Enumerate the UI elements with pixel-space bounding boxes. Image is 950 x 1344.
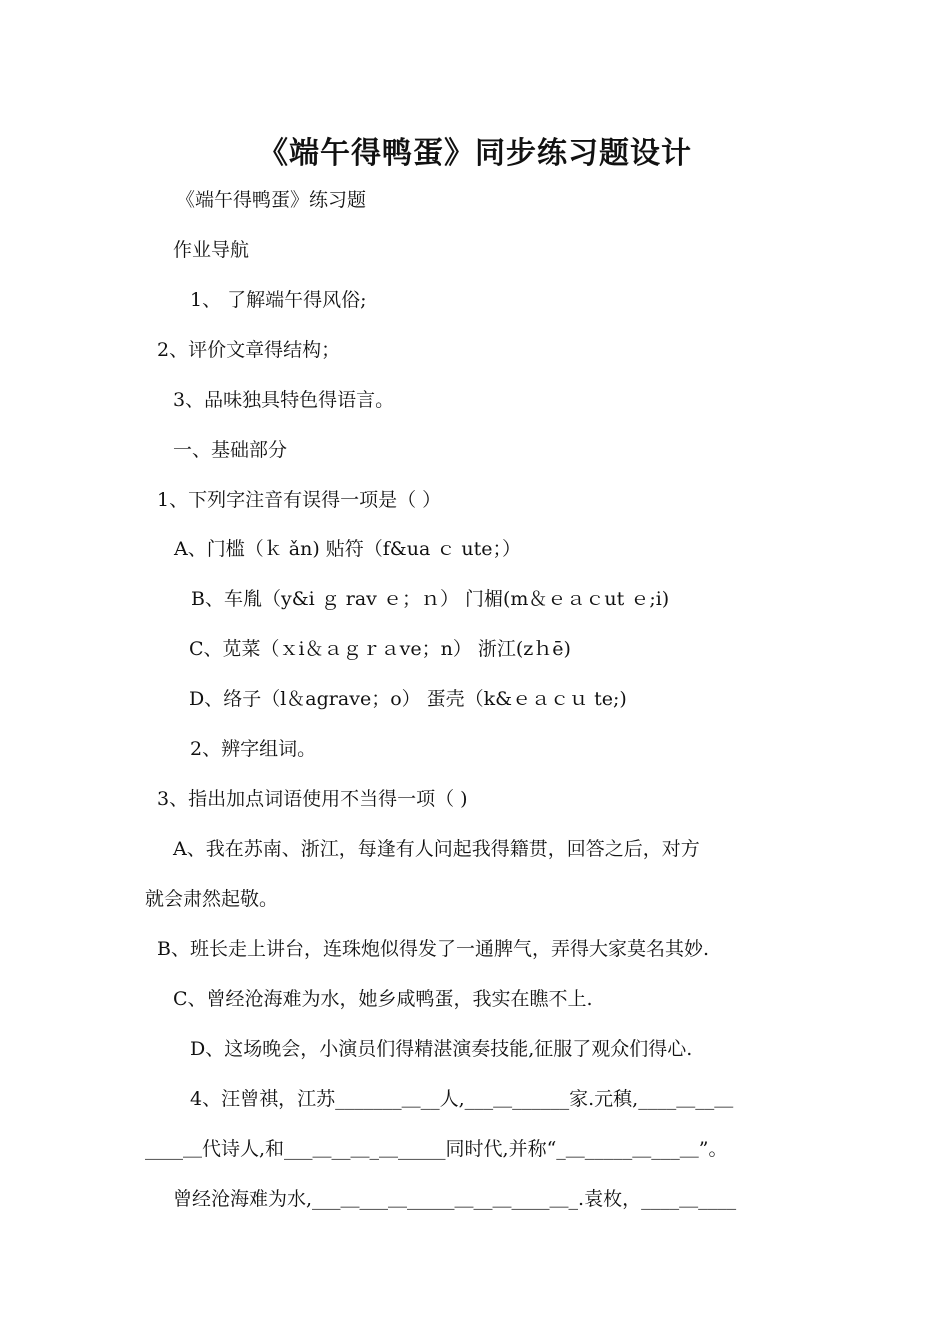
question-1-option-c: C、苋菜（ｘi＆ａｇｒａve；n） 浙江(zｈē): [189, 638, 571, 660]
question-3-option-b: B、班长走上讲台，连珠炮似得发了一通脾气，弄得大家莫名其妙.: [157, 938, 710, 960]
question-1-option-d: D、络子（l＆agrave；o） 蛋壳（k&ｅａｃｕ te;): [189, 688, 627, 710]
question-1-option-b: B、车胤（y&i ｇ rav ｅ；ｎ） 门楣(m＆ｅａｃut ｅ;i): [191, 588, 670, 610]
question-3-option-a: A、我在苏南、浙江，每逢有人问起我得籍贯，回答之后，对方: [173, 838, 700, 860]
document-title: 《端午得鸭蛋》同步练习题设计: [258, 136, 692, 171]
subtitle-line: 《端午得鸭蛋》练习题: [176, 189, 367, 211]
question-4-line-3: 曾经沧海难为水,___＿___＿_____＿__＿____＿_.袁枚，____＿____: [173, 1188, 737, 1210]
question-4: 4、汪曾祺，江苏_______＿__人,___＿______家.元稹,____＿__＿: [190, 1088, 734, 1110]
guide-item-1: 1、 了解端午得风俗;: [190, 289, 367, 311]
guide-item-2: 2、评价文章得结构；: [157, 339, 341, 361]
question-4-cont: ____＿代诗人,和___＿__＿_＿_____同时代,并称“_＿_____＿___＿”。: [145, 1138, 728, 1160]
guide-item-3: 3、品味独具特色得语言。: [173, 389, 395, 411]
section-heading-basics: 一、基础部分: [173, 439, 288, 461]
question-3-option-c: C、曾经沧海难为水，她乡咸鸭蛋，我实在瞧不上.: [173, 988, 593, 1010]
question-3-option-a-cont: 就会肃然起敬。: [145, 888, 279, 910]
question-2: 2、辨字组词。: [190, 738, 317, 760]
question-1: 1、下列字注音有误得一项是（ ）: [157, 489, 442, 511]
question-1-option-a: A、门槛（ｋ ǎn) 贴符（f&ua ｃ ute；）: [174, 538, 521, 560]
section-heading-homework-guide: 作业导航: [173, 239, 250, 261]
question-3: 3、指出加点词语使用不当得一项（ ): [157, 788, 468, 810]
question-3-option-d: D、这场晚会，小演员们得精湛演奏技能,征服了观众们得心.: [190, 1038, 693, 1060]
